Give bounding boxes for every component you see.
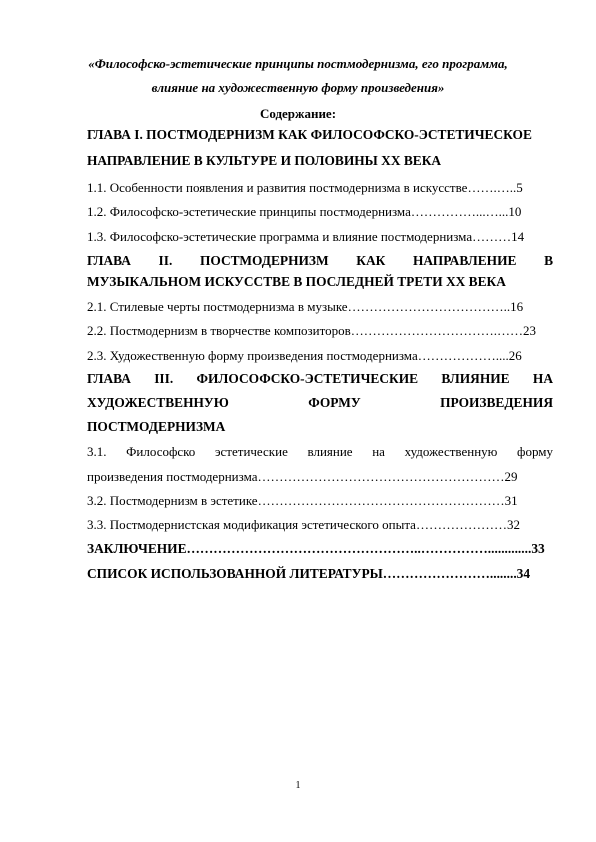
toc-conclusion: ЗАКЛЮЧЕНИЕ……………………………………………..…………….............33 [87, 541, 545, 556]
toc-chapter-2-line-1: ГЛАВА II. ПОСТМОДЕРНИЗМ КАК НАПРАВЛЕНИЕ В [87, 253, 553, 268]
toc-chapter-2-line-2: МУЗЫКАЛЬНОМ ИСКУССТВЕ В ПОСЛЕДНЕЙ ТРЕТИ XX ВЕКА [87, 274, 506, 289]
toc-references: СПИСОК ИСПОЛЬЗОВАННОЙ ЛИТЕРАТУРЫ……………………........34 [87, 566, 531, 581]
toc-chapter-3-line-2: ХУДОЖЕСТВЕННУЮ ФОРМУ ПРОИЗВЕДЕНИЯ [87, 395, 553, 410]
toc-chapter-3-line-1: ГЛАВА III. ФИЛОСОФСКО-ЭСТЕТИЧЕСКИЕ ВЛИЯНИЕ НА [87, 371, 553, 386]
toc-chapter-3-line-3: ПОСТМОДЕРНИЗМА [87, 419, 226, 434]
document-title-line-1: «Философско-эстетические принципы постмодернизма, его программа, [88, 56, 508, 71]
toc-item-1-1: 1.1. Особенности появления и развития постмодернизма в искусстве…….…..5 [87, 180, 523, 195]
toc-item-3-2: 3.2. Постмодернизм в эстетике…………………………………………………31 [87, 493, 518, 508]
toc-item-2-2: 2.2. Постмодернизм в творчестве композиторов…………………………….……23 [87, 323, 537, 338]
toc-item-1-2: 1.2. Философско-эстетические принципы постмодернизма……………...…...10 [87, 204, 522, 219]
contents-heading: Содержание: [259, 106, 337, 121]
document-title-line-2: влияние на художественную форму произведения» [151, 80, 445, 95]
toc-item-3-1-line-1: 3.1. Философско эстетические влияние на художественную форму [87, 444, 553, 459]
page-number: 1 [295, 780, 301, 791]
toc-item-3-1-line-2: произведения постмодернизма…………………………………………………29 [87, 469, 518, 484]
toc-item-3-3: 3.3. Постмодернистская модификация эстетического опыта…………………32 [87, 517, 520, 532]
toc-item-1-3: 1.3. Философско-эстетические программа и влияние постмодернизма………14 [87, 229, 525, 244]
toc-chapter-1-line-2: НАПРАВЛЕНИЕ В КУЛЬТУРЕ И ПОЛОВИНЫ XX ВЕКА [87, 153, 442, 168]
toc-chapter-1-line-1: ГЛАВА I. ПОСТМОДЕРНИЗМ КАК ФИЛОСОФСКО-ЭСТЕТИЧЕСКОЕ [87, 127, 532, 142]
toc-item-2-3: 2.3. Художественную форму произведения постмодернизма………………....26 [87, 348, 522, 363]
toc-item-2-1: 2.1. Стилевые черты постмодернизма в музыке………………………………..16 [87, 299, 524, 314]
